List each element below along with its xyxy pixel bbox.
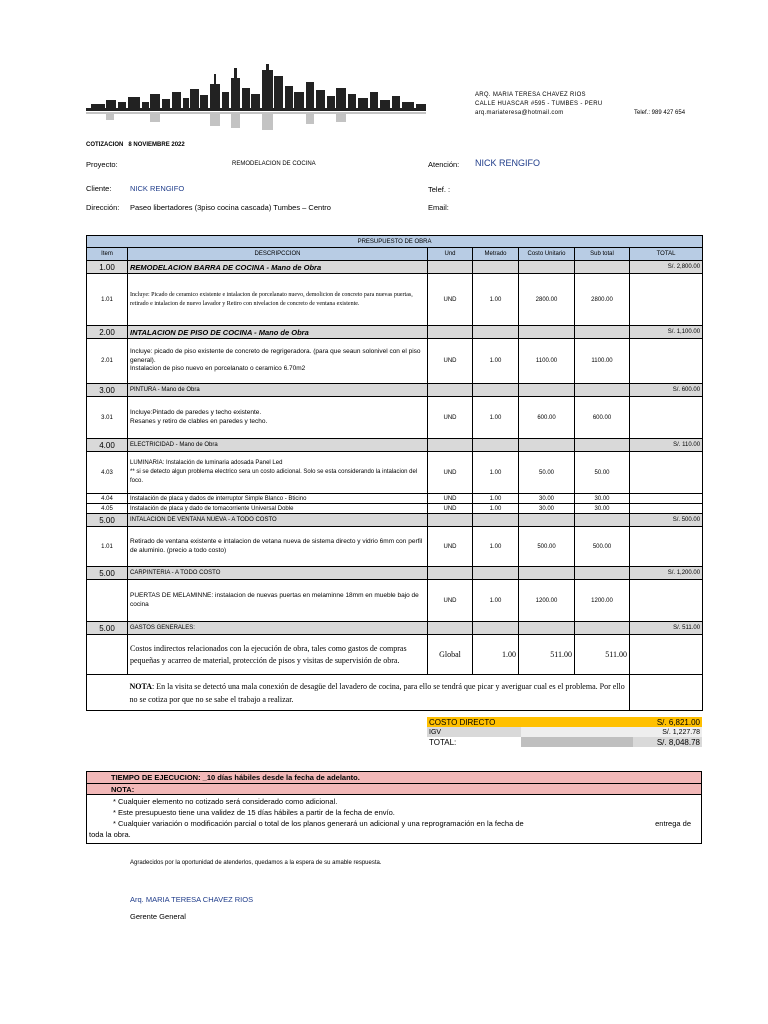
- item-unit: UND: [428, 274, 473, 326]
- item-unit: UND: [428, 339, 473, 384]
- table-row: [87, 527, 703, 567]
- item-metrado: 1.00: [473, 339, 519, 384]
- table-row: [87, 494, 703, 504]
- item-unit-cost: 1200.00: [519, 580, 575, 622]
- email-label: Email:: [428, 203, 449, 212]
- address-value: Paseo libertadores (3piso cocina cascada) Tumbes – Centro: [130, 203, 331, 212]
- col-subtotal: Sub total: [575, 248, 630, 261]
- section-title: PINTURA - Mano de Obra: [128, 384, 428, 397]
- item-description: LUMINARIA: Instalación de luminaria adosada Panel Led ** si se detecto algun problema electrico sera un costo adicional. Solo se esta considerando la intalacion del foco.: [128, 452, 428, 494]
- item-metrado: 1.00: [473, 397, 519, 439]
- item-unit: UND: [428, 580, 473, 622]
- section-row: [87, 622, 703, 635]
- condition-line: * Cualquier elemento no cotizado será considerado como adicional.: [113, 797, 338, 806]
- item-subtotal: 1200.00: [575, 580, 630, 622]
- table-title: PRESUPUESTO DE OBRA: [87, 236, 703, 248]
- section-title: CARPINTERIA - A TODO COSTO: [128, 567, 428, 580]
- signer-name: Arq. MARIA TERESA CHAVEZ RIOS: [130, 895, 254, 904]
- note-cell: [128, 675, 630, 711]
- igv-label: IGV: [427, 727, 521, 737]
- item-metrado: 1.00: [473, 504, 519, 514]
- grand-total-row: [427, 737, 702, 747]
- thanks-text: Agradecidos por la oportunidad de atenderlos, quedamos a la espera de su amable respuesta.: [130, 860, 382, 866]
- table-row: [87, 339, 703, 384]
- section-number: 1.00: [87, 261, 128, 274]
- item-metrado: 1.00: [473, 635, 519, 675]
- address-label: Dirección:: [86, 203, 120, 212]
- col-item: Item: [87, 248, 128, 261]
- client-value: NICK RENGIFO: [130, 184, 185, 193]
- item-unit-cost: 30.00: [519, 494, 575, 504]
- nota-header-row: [87, 784, 702, 795]
- execution-time: TIEMPO DE EJECUCION: _10 días hábiles desde la fecha de adelanto.: [87, 772, 702, 784]
- item-metrado: 1.00: [473, 274, 519, 326]
- table-row: [87, 504, 703, 514]
- architect-name: ARQ. MARIA TERESA CHAVEZ RIOS: [475, 92, 586, 98]
- item-description: Costos indirectos relacionados con la ejecución de obra, tales como gastos de compras pequeñas y acarreo de material, protección de pisos y visitas de supervisión de obra.: [128, 635, 428, 675]
- item-code: [87, 580, 128, 622]
- section-title: INTALACION DE VENTANA NUEVA - A TODO COSTO: [128, 514, 428, 527]
- project-label: Proyecto:: [86, 160, 118, 169]
- attention-label: Atención:: [428, 160, 460, 169]
- col-description: DESCRIPCCION: [128, 248, 428, 261]
- section-total: S/. 2,800.00: [630, 261, 703, 274]
- item-unit-cost: 2800.00: [519, 274, 575, 326]
- item-code: 1.01: [87, 527, 128, 567]
- note-text: : En la visita se detectó una mala conexión de desagüe del lavadero de cocina, para ello se tendrá que picar y averiguar cual es el problema. Por ello no se cotiza por que no se sabe el trabajo a realizar.: [129, 681, 625, 704]
- table-row: [87, 635, 703, 675]
- totals-table: [427, 717, 702, 747]
- grand-total-value: S/. 8,048.78: [633, 737, 702, 747]
- section-total: S/. 511.00: [630, 622, 703, 635]
- item-subtotal: 50.00: [575, 452, 630, 494]
- section-number: 5.00: [87, 622, 128, 635]
- col-metrado: Metrado: [473, 248, 519, 261]
- col-unit-cost: Costo Unitario: [519, 248, 575, 261]
- grand-total-label: TOTAL:: [427, 737, 521, 747]
- conditions-body-row: [87, 795, 702, 844]
- item-code: 4.03: [87, 452, 128, 494]
- condition-line-end: toda la obra.: [89, 830, 131, 839]
- col-total: TOTAL: [630, 248, 703, 261]
- item-subtotal: 500.00: [575, 527, 630, 567]
- client-label: Cliente:: [86, 184, 112, 193]
- section-total: S/. 500.00: [630, 514, 703, 527]
- quote-date-value: 8 NOVIEMBRE 2022: [128, 142, 185, 148]
- item-code: [87, 635, 128, 675]
- item-subtotal: 1100.00: [575, 339, 630, 384]
- item-code: 4.04: [87, 494, 128, 504]
- note-label: NOTA: [129, 681, 153, 691]
- section-total: S/. 1,100.00: [630, 326, 703, 339]
- section-row: [87, 439, 703, 452]
- section-number: 5.00: [87, 514, 128, 527]
- table-row: [87, 397, 703, 439]
- section-total: S/. 1,200.00: [630, 567, 703, 580]
- budget-table: [86, 235, 703, 711]
- igv-row: [427, 727, 702, 737]
- item-metrado: 1.00: [473, 527, 519, 567]
- direct-cost-value: S/. 6,821.00: [633, 717, 702, 727]
- section-number: 5.00: [87, 567, 128, 580]
- item-unit: UND: [428, 397, 473, 439]
- city-skyline-logo: [86, 64, 426, 134]
- item-description: PUERTAS DE MELAMINNE: instalacion de nuevas puertas en melaminne 18mm en mueble bajo de cocina: [128, 580, 428, 622]
- item-unit-cost: 511.00: [519, 635, 575, 675]
- section-row: [87, 567, 703, 580]
- section-row: [87, 514, 703, 527]
- architect-info: [475, 91, 602, 118]
- table-row: [87, 452, 703, 494]
- table-row: [87, 274, 703, 326]
- direct-cost-row: [427, 717, 702, 727]
- project-value: REMODELACION DE COCINA: [232, 161, 316, 167]
- item-description: Retirado de ventana existente e intalacion de vetana nueva de sistema directo y vidrio 6mm con perfil de aluminio. (precio a todo costo): [128, 527, 428, 567]
- signer-role: Gerente General: [130, 912, 186, 921]
- item-description: Incluye: picado de piso existente de concreto de regrigeradora. (para que seaun solonivel con el piso general). Instalacion de piso nuevo en porcelanato o ceramico 6.70m2: [128, 339, 428, 384]
- item-description: Instalación de placa y dados de interruptor Simple Blanco - Bticino: [128, 494, 428, 504]
- section-row: [87, 326, 703, 339]
- condition-line: * Este presupuesto tiene una validez de 15 días hábiles a partir de la fecha de envío.: [113, 808, 395, 817]
- table-title-row: [87, 236, 703, 248]
- item-code: 3.01: [87, 397, 128, 439]
- condition-line: * Cualquier variación o modificación parcial o total de los planos generará un adicional y una reprogramación en la fecha de: [113, 819, 524, 828]
- item-unit-cost: 600.00: [519, 397, 575, 439]
- section-total: S/. 110.00: [630, 439, 703, 452]
- section-title: ELECTRICIDAD - Mano de Obra: [128, 439, 428, 452]
- item-code: 1.01: [87, 274, 128, 326]
- architect-phone: Telef.: 989 427 654: [634, 110, 686, 116]
- col-unit: Und: [428, 248, 473, 261]
- column-header-row: [87, 248, 703, 261]
- condition-line-tail: entrega de: [655, 819, 691, 828]
- condition-line-wrap: [89, 818, 699, 829]
- item-subtotal: 30.00: [575, 494, 630, 504]
- section-title: INTALACION DE PISO DE COCINA - Mano de Obra: [128, 326, 428, 339]
- item-metrado: 1.00: [473, 580, 519, 622]
- item-unit: Global: [428, 635, 473, 675]
- item-description: Incluye: Picado de ceramico existente e intalacion de porcelanato nuevo, demolicion de concreto para nuevas puertas, retirado e intalacion de nuevo lavador y Retiro con nivelacion de concreto de ventana existente.: [128, 274, 428, 326]
- igv-value: S/. 1,227.78: [633, 727, 702, 737]
- section-title: GASTOS GENERALES:: [128, 622, 428, 635]
- conditions-table: [86, 771, 702, 844]
- item-unit: UND: [428, 494, 473, 504]
- item-unit: UND: [428, 527, 473, 567]
- item-code: 2.01: [87, 339, 128, 384]
- attention-value: NICK RENGIFO: [475, 158, 541, 168]
- quote-date-label: COTIZACION: [86, 142, 124, 148]
- item-unit: UND: [428, 452, 473, 494]
- item-subtotal: 30.00: [575, 504, 630, 514]
- architect-email[interactable]: arq.mariateresa@hotmail.com: [475, 110, 564, 116]
- item-subtotal: 600.00: [575, 397, 630, 439]
- section-number: 3.00: [87, 384, 128, 397]
- item-code: 4.05: [87, 504, 128, 514]
- item-subtotal: 511.00: [575, 635, 630, 675]
- item-description: Incluye:Pintado de paredes y techo existente. Resanes y retiro de clables en paredes y techo.: [128, 397, 428, 439]
- item-unit-cost: 500.00: [519, 527, 575, 567]
- section-title: REMODELACION BARRA DE COCINA - Mano de Obra: [128, 261, 428, 274]
- nota-header: NOTA:: [87, 784, 702, 795]
- execution-time-row: [87, 772, 702, 784]
- item-subtotal: 2800.00: [575, 274, 630, 326]
- section-number: 4.00: [87, 439, 128, 452]
- item-metrado: 1.00: [473, 452, 519, 494]
- item-metrado: 1.00: [473, 494, 519, 504]
- quote-date-row: [86, 142, 185, 148]
- table-row: [87, 580, 703, 622]
- item-unit: UND: [428, 504, 473, 514]
- note-row: [87, 675, 703, 711]
- item-unit-cost: 30.00: [519, 504, 575, 514]
- section-number: 2.00: [87, 326, 128, 339]
- item-unit-cost: 50.00: [519, 452, 575, 494]
- direct-cost-label: COSTO DIRECTO: [427, 717, 521, 727]
- item-unit-cost: 1100.00: [519, 339, 575, 384]
- architect-address: CALLE HUASCAR #595 - TUMBES - PERU: [475, 101, 603, 107]
- section-total: S/. 600.00: [630, 384, 703, 397]
- section-row: [87, 261, 703, 274]
- item-description: Instalación de placa y dado de tomacorriente Universal Doble: [128, 504, 428, 514]
- section-row: [87, 384, 703, 397]
- phone-label: Telef. :: [428, 185, 451, 194]
